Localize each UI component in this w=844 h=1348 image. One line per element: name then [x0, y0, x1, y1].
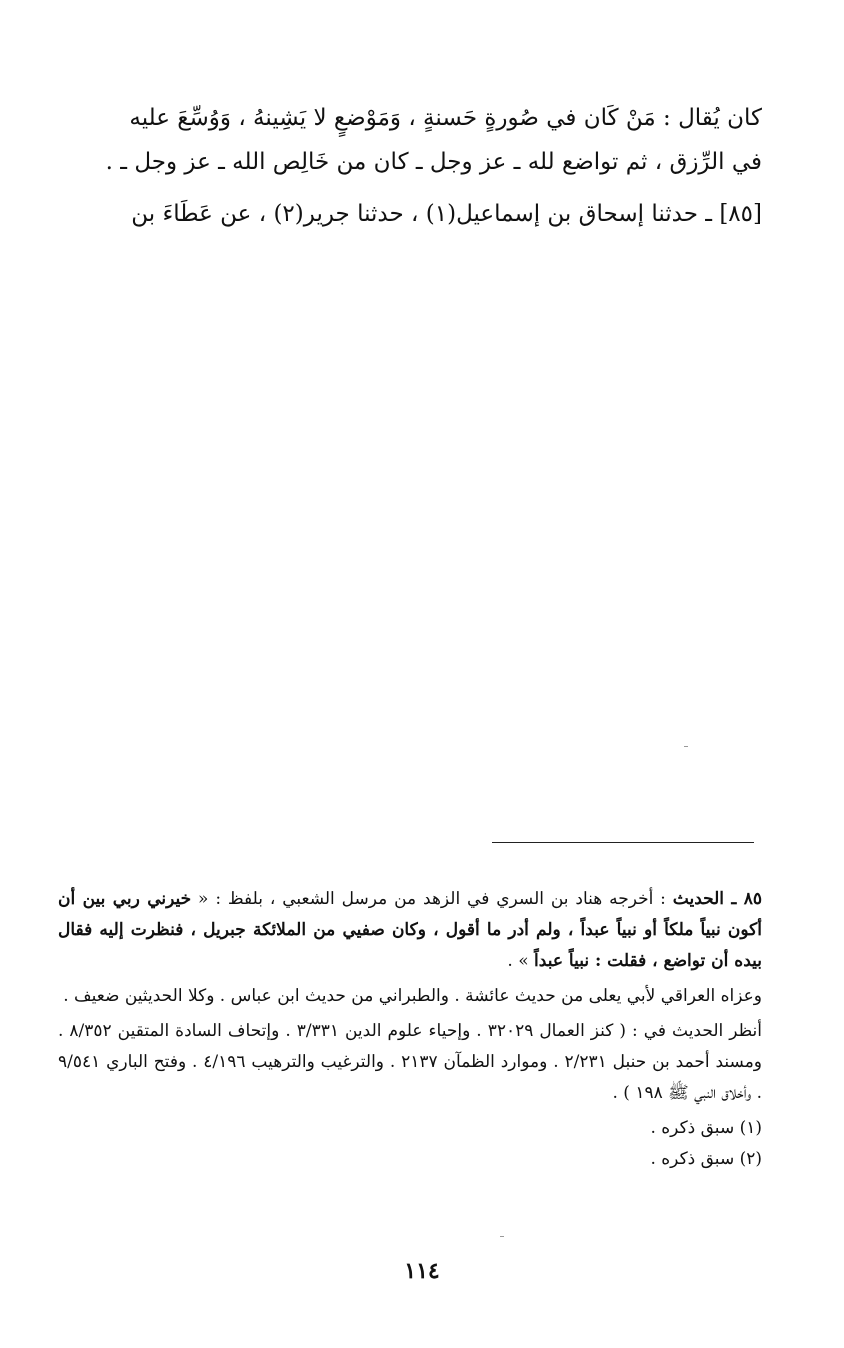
- main-text: [58, 96, 762, 236]
- footnote-hadith-source: : أخرجه هناد بن السري في الزهد من مرسل الشعبي ، بلفظ : «: [191, 889, 673, 909]
- footnote-note-1: (١) سبق ذكره .: [650, 1118, 762, 1138]
- main-text-line-2: في الرِّزق ، ثم تواضع لله ـ عز وجل ـ كان من خَالِص الله ـ عز وجل ـ .: [105, 149, 762, 175]
- hadith-85-chain: [٨٥] ـ حدثنا إسحاق بن إسماعيل(١) ، حدثنا جرير(٢) ، عن عَطَاءَ بن: [131, 201, 762, 227]
- scan-speck: [500, 1236, 504, 1237]
- page-number: ١١٤: [404, 1258, 440, 1284]
- footnote-note-2: (٢) سبق ذكره .: [650, 1149, 762, 1169]
- main-text-line-1: كان يُقال : مَنْ كَان في صُورةٍ حَسنةٍ ، وَمَوْضعٍ لا يَشِينهُ ، وَوُسِّعَ عليه: [129, 105, 762, 131]
- footnote-hadith-quote: خيرني ربي بين أن أكون نبياً ملكاً أو نبياً عبداً ، ولم أدر ما أقول ، وكان صفيي من الملائكة جبريل ، فنظرت إليه فقال بيده أن تواضع ، فقلت : نبياً عبداً: [58, 889, 762, 971]
- footnote-hadith-label: ٨٥ ـ الحديث: [672, 889, 763, 909]
- footnote-hadith-85: [58, 884, 762, 977]
- footnote-hadith-end: » .: [507, 951, 535, 971]
- footnote-sources: أنظر الحديث في : ( كنز العمال ٣٢٠٢٩ . وإحياء علوم الدين ٣/٣٣١ . وإتحاف السادة المتقين ٨/٣٥٢ . ومسند أحمد بن حنبل ٢/٢٣١ . وموارد الظمآن ٢١٣٧ . والترغيب والترهيب ٤/١٩٦ . وفتح الباري ٩/٥٤١ . وأخلاق النبي ﷺ ١٩٨ ) .: [58, 1021, 763, 1103]
- footnote-iraqi: وعزاه العراقي لأبي يعلى من حديث عائشة . والطبراني من حديث ابن عباس . وكلا الحديثين ضعيف .: [63, 986, 762, 1006]
- scan-speck: [684, 746, 688, 747]
- footnote-divider: [492, 842, 754, 843]
- footnotes: [58, 884, 762, 1175]
